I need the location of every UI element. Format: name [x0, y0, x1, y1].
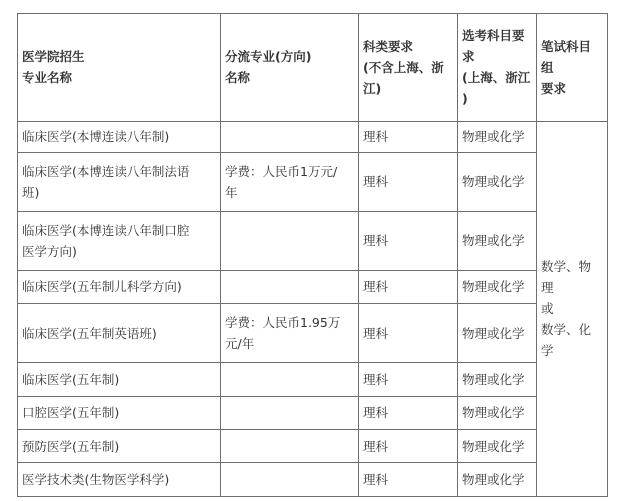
table-row	[18, 153, 608, 212]
header-category: 科类要求 (不含上海、浙 江)	[359, 14, 458, 122]
fee-cell: 学费：人民币1.95万 元/年	[221, 304, 359, 363]
header-subjects: 选考科目要 求 (上海、浙江 )	[458, 14, 537, 122]
table-row	[18, 121, 608, 152]
category-cell: 理科	[359, 429, 458, 462]
subjects-cell: 物理或化学	[458, 463, 537, 497]
subjects-cell: 物理或化学	[458, 304, 537, 363]
subjects-cell: 物理或化学	[458, 270, 537, 303]
fee-cell	[221, 270, 359, 303]
header-exam: 笔试科目 组 要求	[537, 14, 608, 122]
header-track: 分流专业(方向) 名称	[221, 14, 359, 122]
category-cell: 理科	[359, 363, 458, 396]
major-cell: 临床医学(本博连读八年制口腔 医学方向)	[18, 211, 221, 270]
subjects-cell: 物理或化学	[458, 396, 537, 429]
table-row	[18, 270, 608, 303]
subjects-cell: 物理或化学	[458, 363, 537, 396]
fee-cell	[221, 463, 359, 497]
major-cell: 医学技术类(生物医学科学)	[18, 463, 221, 497]
fee-cell	[221, 396, 359, 429]
exam-requirement-cell: 数学、物 理 或 数学、化 学	[537, 121, 608, 496]
major-cell: 临床医学(五年制英语班)	[18, 304, 221, 363]
major-cell: 临床医学(五年制)	[18, 363, 221, 396]
category-cell: 理科	[359, 304, 458, 363]
table-row	[18, 304, 608, 363]
major-cell: 口腔医学(五年制)	[18, 396, 221, 429]
major-cell: 临床医学(五年制儿科学方向)	[18, 270, 221, 303]
subjects-cell: 物理或化学	[458, 121, 537, 152]
category-cell: 理科	[359, 396, 458, 429]
table-row	[18, 363, 608, 396]
table-row	[18, 429, 608, 462]
fee-cell: 学费：人民币1万元/ 年	[221, 153, 359, 212]
major-cell: 临床医学(本博连读八年制)	[18, 121, 221, 152]
fee-cell	[221, 363, 359, 396]
category-cell: 理科	[359, 121, 458, 152]
category-cell: 理科	[359, 153, 458, 212]
subjects-cell: 物理或化学	[458, 211, 537, 270]
fee-cell	[221, 121, 359, 152]
major-cell: 临床医学(本博连读八年制法语 班)	[18, 153, 221, 212]
subjects-cell: 物理或化学	[458, 153, 537, 212]
table-row	[18, 211, 608, 270]
fee-cell	[221, 429, 359, 462]
category-cell: 理科	[359, 270, 458, 303]
header-major: 医学院招生 专业名称	[18, 14, 221, 122]
admission-table	[17, 13, 608, 497]
major-cell: 预防医学(五年制)	[18, 429, 221, 462]
table-row	[18, 463, 608, 497]
subjects-cell: 物理或化学	[458, 429, 537, 462]
table-row	[18, 396, 608, 429]
fee-cell	[221, 211, 359, 270]
category-cell: 理科	[359, 211, 458, 270]
header-row	[18, 14, 608, 122]
category-cell: 理科	[359, 463, 458, 497]
